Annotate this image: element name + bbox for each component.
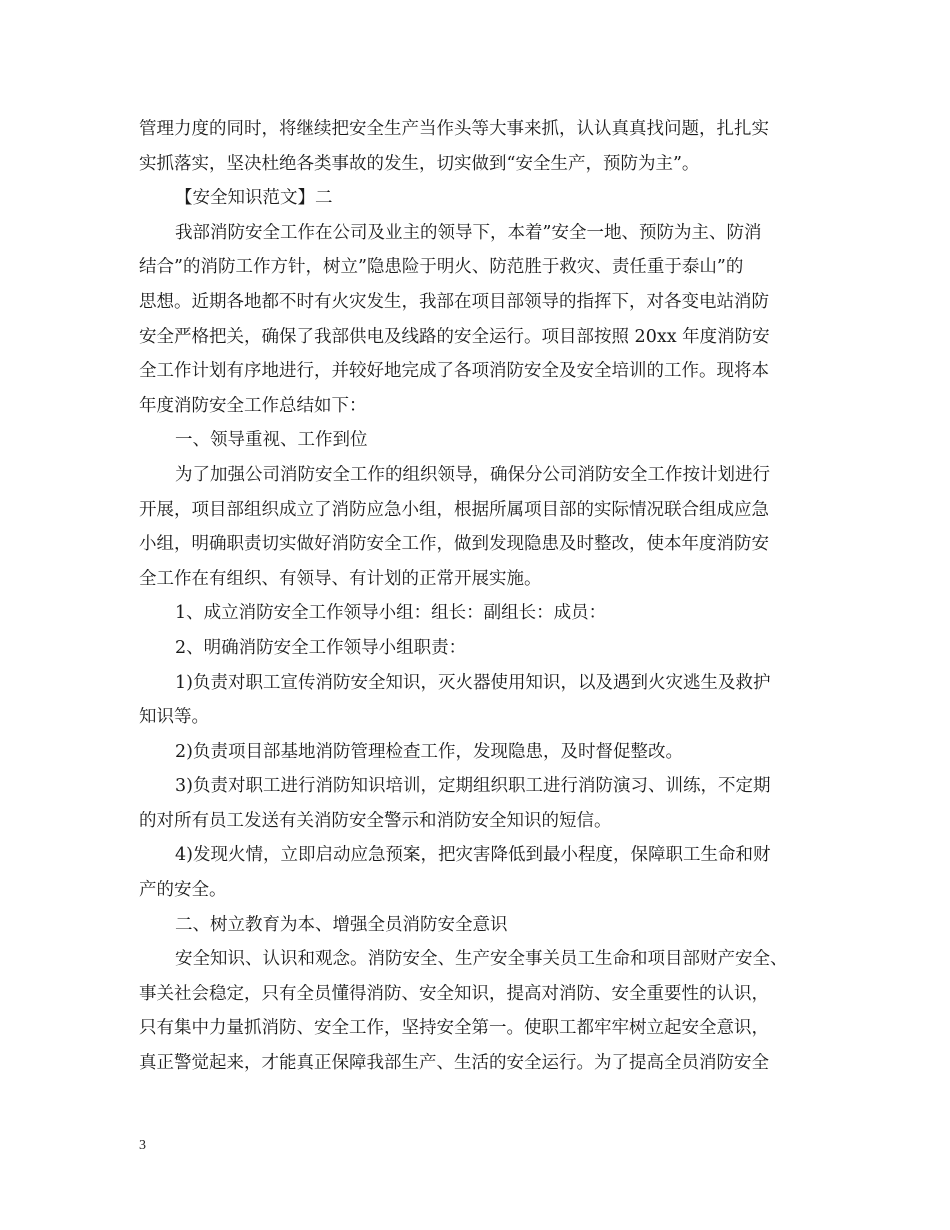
- text-line: 管理力度的同时，将继续把安全生产当作头等大事来抓，认认真真找问题，扎扎实: [139, 119, 769, 139]
- text-line: 结合”的消防工作方针，树立”隐患险于明火、防范胜于救灾、责任重于泰山”的: [139, 257, 744, 278]
- text-line: 安全严格把关，确保了我部供电及线路的安全运行。项目部按照 20xx 年度消防安: [139, 326, 770, 347]
- text-line: 安全知识、认识和观念。消防安全、生产安全事关员工生命和项目部财产安全、: [175, 949, 788, 970]
- page-number: 3: [139, 1138, 146, 1153]
- section-heading: 【安全知识范文】二: [175, 188, 333, 209]
- text-line: 实抓落实，坚决杜绝各类事故的发生，切实做到“安全生产，预防为主”。: [139, 153, 700, 174]
- list-item: 2)负责项目部基地消防管理检查工作，发现隐患，及时督促整改。: [175, 741, 683, 762]
- list-item: 4)发现火情，立即启动应急预案，把灾害降低到最小程度，保障职工生命和财: [175, 845, 771, 866]
- text-line: 事关社会稳定，只有全员懂得消防、安全知识，提高对消防、安全重要性的认识，: [139, 983, 769, 1004]
- text-line: 产的安全。: [139, 880, 227, 901]
- document-body: [139, 112, 819, 1081]
- list-item: 3)负责对职工进行消防知识培训，定期组织职工进行消防演习、训练，不定期: [175, 776, 771, 797]
- subsection-heading: 一、领导重视、工作到位: [175, 430, 368, 451]
- list-item: 2、明确消防安全工作领导小组职责：: [175, 637, 467, 658]
- text-line: 年度消防安全工作总结如下：: [139, 395, 367, 416]
- text-line: 为了加强公司消防安全工作的组织领导，确保分公司消防安全工作按计划进行: [175, 464, 770, 485]
- list-item: 1)负责对职工宣传消防安全知识，灭火器使用知识，以及遇到火灾逃生及救护: [175, 672, 771, 693]
- text-line: 全工作在有组织、有领导、有计划的正常开展实施。: [139, 568, 542, 589]
- text-line: 只有集中力量抓消防、安全工作，坚持安全第一。使职工都牢牢树立起安全意识，: [139, 1018, 769, 1039]
- text-line: 知识等。: [139, 707, 209, 728]
- text-line: 真正警觉起来，才能真正保障我部生产、生活的安全运行。为了提高全员消防安全: [139, 1053, 769, 1074]
- list-item: 1、成立消防安全工作领导小组：组长：副组长：成员：: [175, 603, 607, 624]
- text-line: 的对所有员工发送有关消防安全警示和消防安全知识的短信。: [139, 810, 612, 831]
- text-line: 小组，明确职责切实做好消防安全工作，做到发现隐患及时整改，使本年度消防安: [139, 534, 769, 555]
- text-line: 全工作计划有序地进行，并较好地完成了各项消防安全及安全培训的工作。现将本: [139, 361, 769, 382]
- text-line: 开展，项目部组织成立了消防应急小组，根据所属项目部的实际情况联合组成应急: [139, 499, 769, 520]
- subsection-heading: 二、树立教育为本、增强全员消防安全意识: [175, 914, 508, 935]
- text-line: 思想。近期各地都不时有火灾发生，我部在项目部领导的指挥下，对各变电站消防: [139, 291, 769, 312]
- text-line: 我部消防安全工作在公司及业主的领导下，本着”安全一地、预防为主、防消: [175, 222, 762, 243]
